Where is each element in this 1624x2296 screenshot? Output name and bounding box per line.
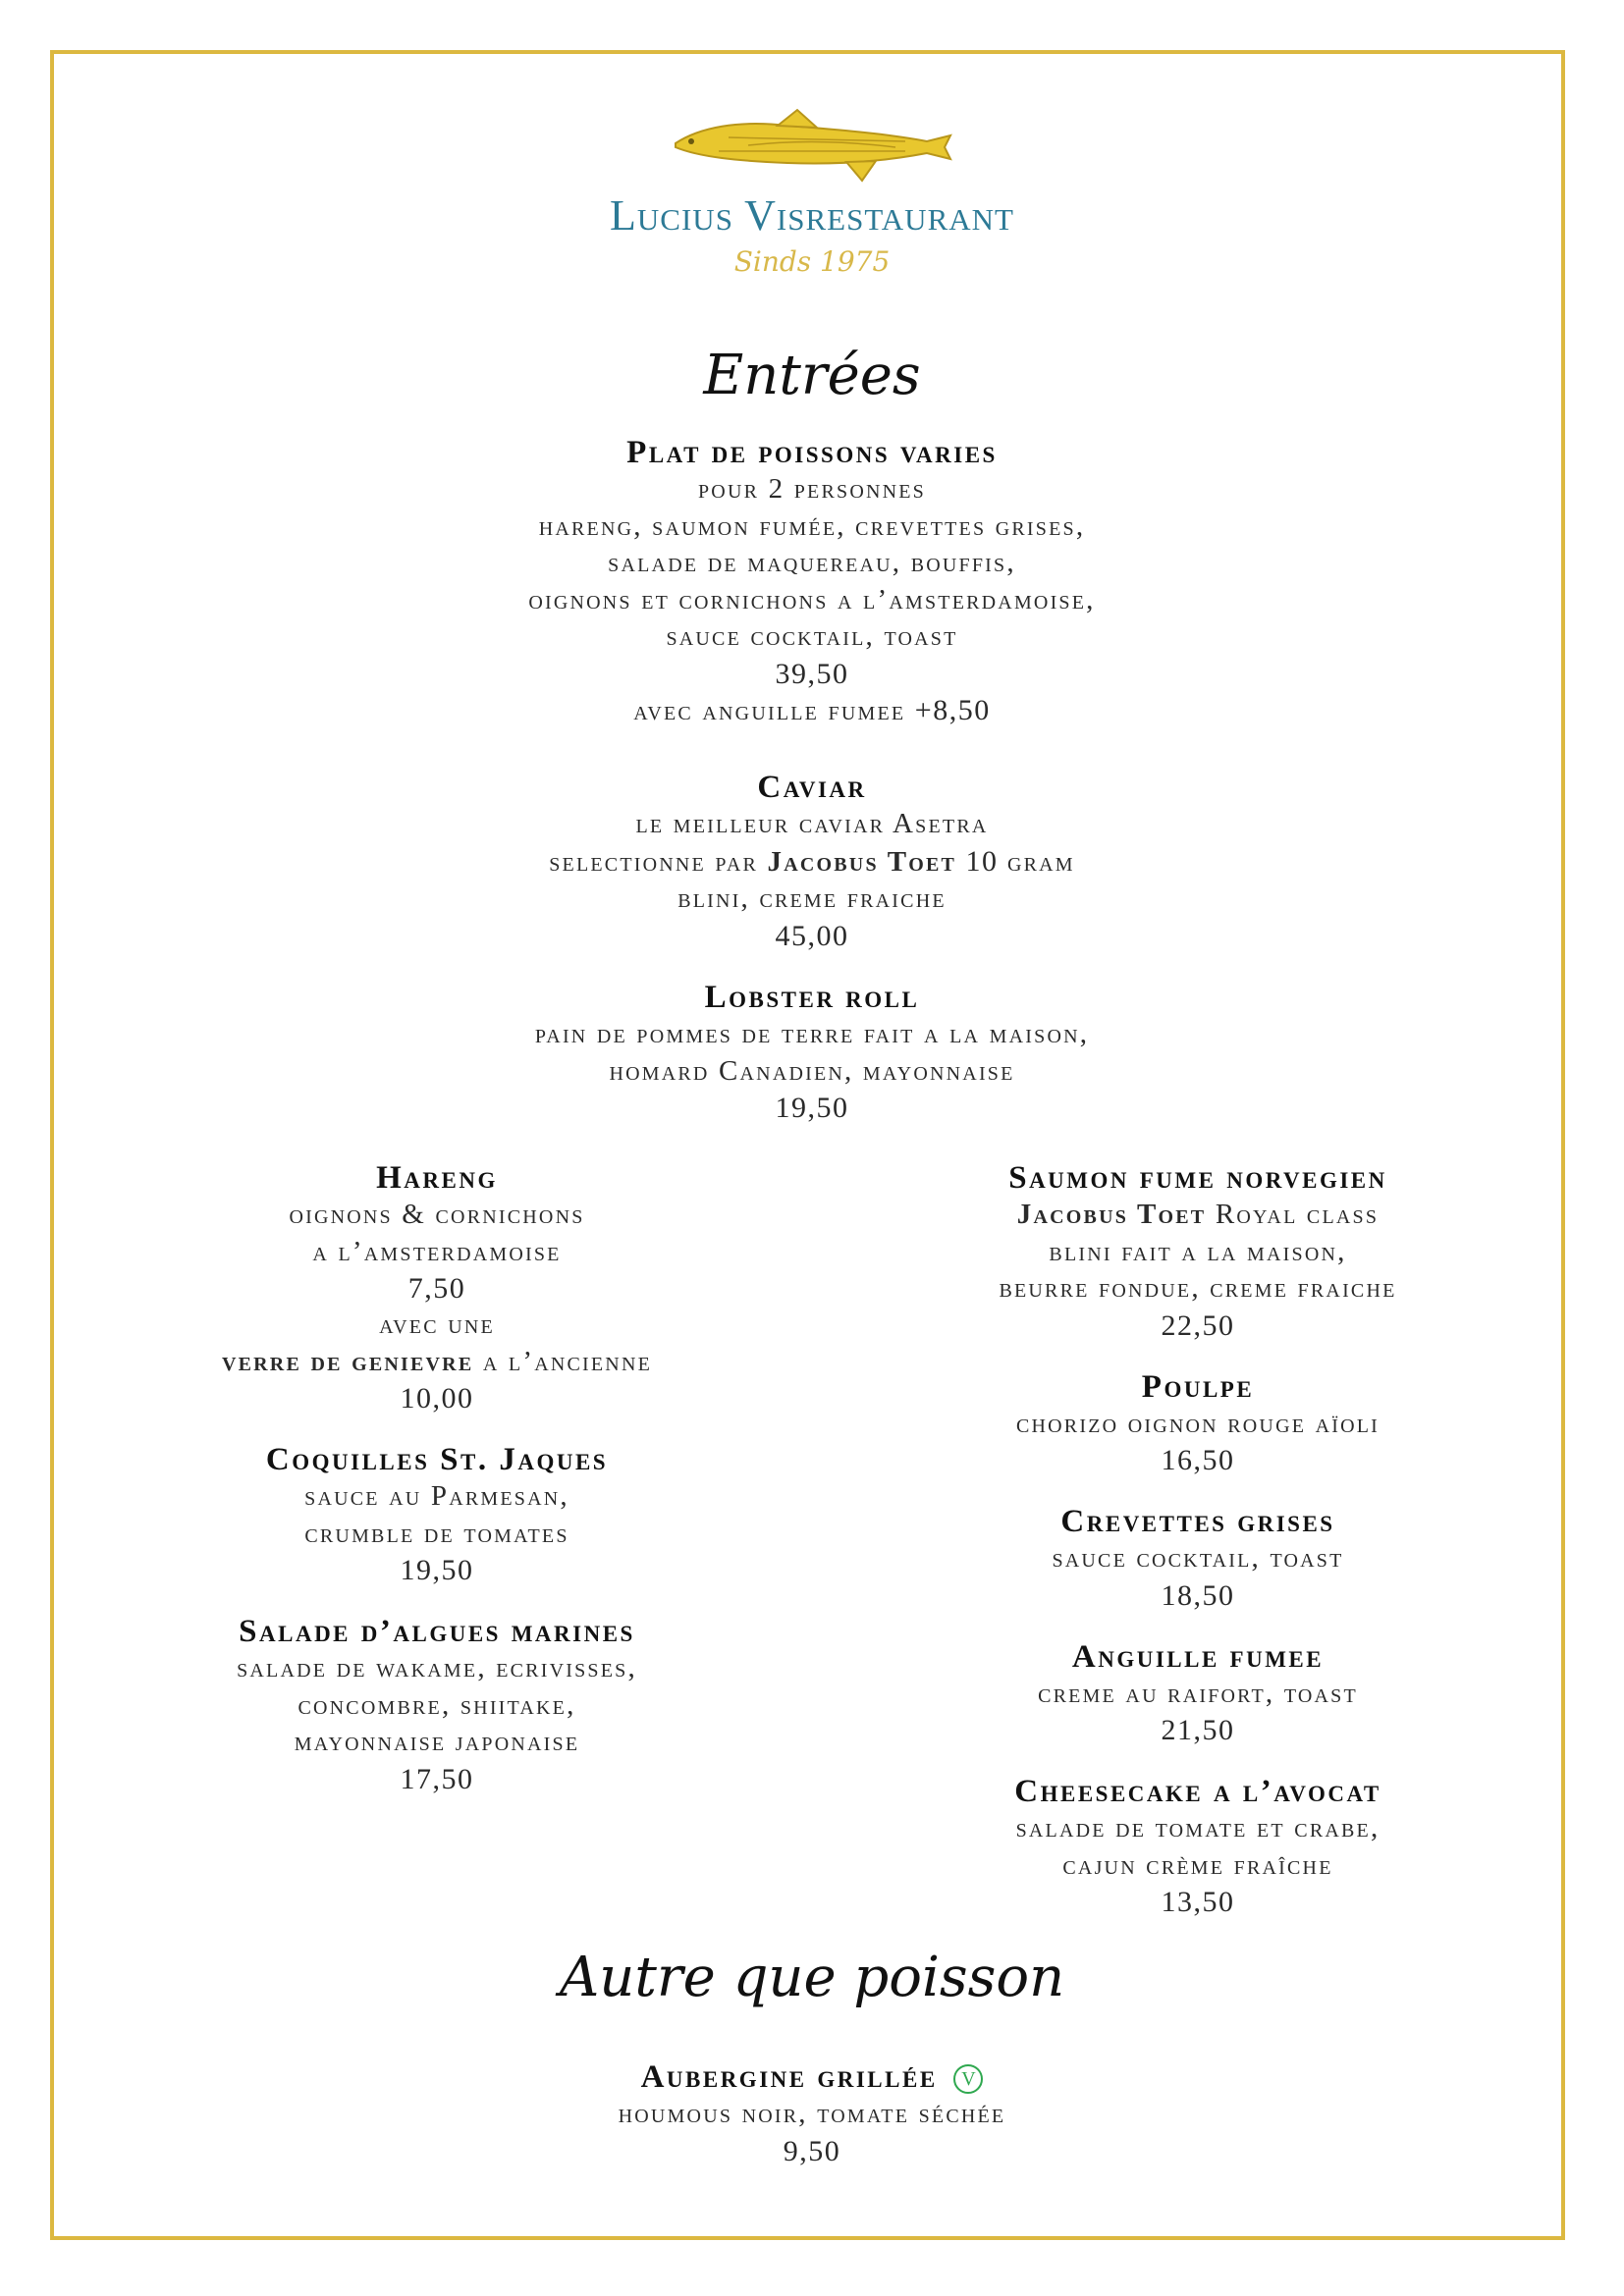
item-supplement bbox=[0, 692, 1624, 730]
item-price: 13,50 bbox=[1161, 1886, 1235, 1918]
menu-item-cheesecake bbox=[874, 1774, 1522, 1920]
item-price: 18,50 bbox=[1161, 1578, 1235, 1612]
item-price: 39,50 bbox=[775, 657, 849, 690]
title-text: Aubergine grillée bbox=[640, 2059, 938, 2095]
menu-item-caviar bbox=[0, 770, 1624, 954]
item-description: sauce cocktail, toast bbox=[1052, 1542, 1344, 1574]
item-description: houmous noir, tomate séchée bbox=[618, 2098, 1006, 2129]
item-description: salade de maquereau, bouffis, bbox=[608, 547, 1016, 578]
item-description: blini, creme fraiche bbox=[677, 882, 947, 914]
menu-item-salade-algues bbox=[118, 1614, 756, 1797]
item-description: sauce au Parmesan, bbox=[304, 1480, 569, 1512]
item-price: 19,50 bbox=[775, 1092, 849, 1124]
item-description: sauce cocktail, toast bbox=[666, 620, 958, 652]
item-title: Coquilles St. Jaques bbox=[265, 1442, 609, 1477]
menu-item-aubergine bbox=[0, 2059, 1624, 2169]
item-description bbox=[0, 843, 1624, 881]
item-description: le meilleur caviar Asetra bbox=[635, 808, 989, 839]
item-description: hareng, saumon fumée, crevettes grises, bbox=[538, 509, 1086, 542]
vegetarian-icon: V bbox=[953, 2064, 983, 2094]
menu-item-coquilles bbox=[118, 1442, 756, 1588]
menu-item-lobster-roll bbox=[0, 980, 1624, 1126]
supplier-name: Jacobus Toet bbox=[1016, 1199, 1207, 1230]
left-column bbox=[118, 1160, 756, 1797]
description-text: a l’ancienne bbox=[482, 1345, 653, 1377]
item-description: creme au raifort, toast bbox=[1038, 1677, 1358, 1709]
item-title: Saumon fume norvegien bbox=[1008, 1160, 1387, 1196]
item-title: Hareng bbox=[376, 1160, 498, 1196]
item-description: concombre, shiitake, bbox=[298, 1688, 576, 1721]
item-description: a l’amsterdamoise bbox=[312, 1235, 562, 1267]
item-title: Crevettes grises bbox=[1060, 1504, 1335, 1539]
item-price: 10,00 bbox=[400, 1382, 474, 1415]
drink-name: verre de genievre bbox=[221, 1345, 474, 1377]
item-title: Poulpe bbox=[1141, 1368, 1255, 1405]
item-description: salade de tomate et crabe, bbox=[1015, 1812, 1380, 1843]
item-description: cajun crème fraîche bbox=[1062, 1848, 1333, 1881]
right-column bbox=[874, 1160, 1522, 1920]
restaurant-name: Lucius Visrestaurant bbox=[610, 191, 1014, 240]
item-description: mayonnaise japonaise bbox=[294, 1726, 580, 1757]
supplement-price: +8,50 bbox=[914, 693, 991, 726]
item-price: 19,50 bbox=[400, 1554, 474, 1586]
item-description: beurre fondue, creme fraiche bbox=[999, 1272, 1397, 1304]
menu-item-hareng bbox=[118, 1160, 756, 1416]
supplier-name: Jacobus Toet bbox=[767, 845, 957, 878]
item-price: 45,00 bbox=[775, 919, 849, 952]
item-description: avec une bbox=[379, 1308, 495, 1340]
restaurant-logo bbox=[0, 108, 1624, 279]
item-description: blini fait a la maison, bbox=[1049, 1235, 1347, 1267]
weight-number: 10 bbox=[965, 844, 999, 878]
item-price: 9,50 bbox=[783, 2134, 841, 2167]
item-price: 16,50 bbox=[1161, 1444, 1235, 1476]
since-year: Sinds 1975 bbox=[733, 245, 891, 278]
item-title: Anguille fumee bbox=[1071, 1638, 1325, 1675]
item-description: pour 2 personnes bbox=[697, 473, 927, 505]
item-price: 7,50 bbox=[407, 1272, 466, 1305]
item-title: Lobster roll bbox=[704, 980, 920, 1015]
item-description bbox=[874, 1197, 1522, 1234]
item-title: Cheesecake a l’avocat bbox=[1014, 1774, 1381, 1809]
item-description: oignons et cornichons a l’amsterdamoise, bbox=[528, 583, 1096, 615]
item-description: salade de wakame, ecrivisses, bbox=[237, 1652, 637, 1683]
item-description: crumble de tomates bbox=[304, 1517, 569, 1549]
supplement-label: avec anguille fumee bbox=[633, 694, 906, 726]
pike-fish-icon bbox=[670, 108, 954, 185]
item-price: 22,50 bbox=[1161, 1308, 1235, 1342]
item-title: Salade d’algues marines bbox=[239, 1614, 635, 1649]
item-title bbox=[0, 2059, 1624, 2096]
menu-item-poulpe bbox=[874, 1369, 1522, 1479]
menu-item-plat-de-poissons bbox=[0, 435, 1624, 729]
item-description: oignons & cornichons bbox=[289, 1199, 585, 1230]
item-price: 21,50 bbox=[1161, 1714, 1235, 1746]
description-text: selectionne par bbox=[549, 845, 759, 878]
menu-item-anguille bbox=[874, 1639, 1522, 1749]
item-price: 17,50 bbox=[400, 1762, 474, 1795]
section-heading-entrees: Entrées bbox=[703, 344, 921, 407]
description-text: Royal class bbox=[1215, 1199, 1380, 1230]
section-heading-autre: Autre que poisson bbox=[559, 1946, 1065, 2009]
item-description: pain de pommes de terre fait a la maison, bbox=[534, 1018, 1090, 1049]
item-title: Plat de poissons varies bbox=[626, 435, 998, 470]
item-description bbox=[118, 1344, 756, 1381]
description-text: gram bbox=[1006, 845, 1075, 878]
menu-item-saumon bbox=[874, 1160, 1522, 1344]
menu-item-crevettes bbox=[874, 1504, 1522, 1614]
item-description: homard Canadien, mayonnaise bbox=[609, 1054, 1015, 1087]
item-title: Caviar bbox=[757, 770, 867, 805]
item-description: chorizo oignon rouge aïoli bbox=[1015, 1407, 1380, 1439]
